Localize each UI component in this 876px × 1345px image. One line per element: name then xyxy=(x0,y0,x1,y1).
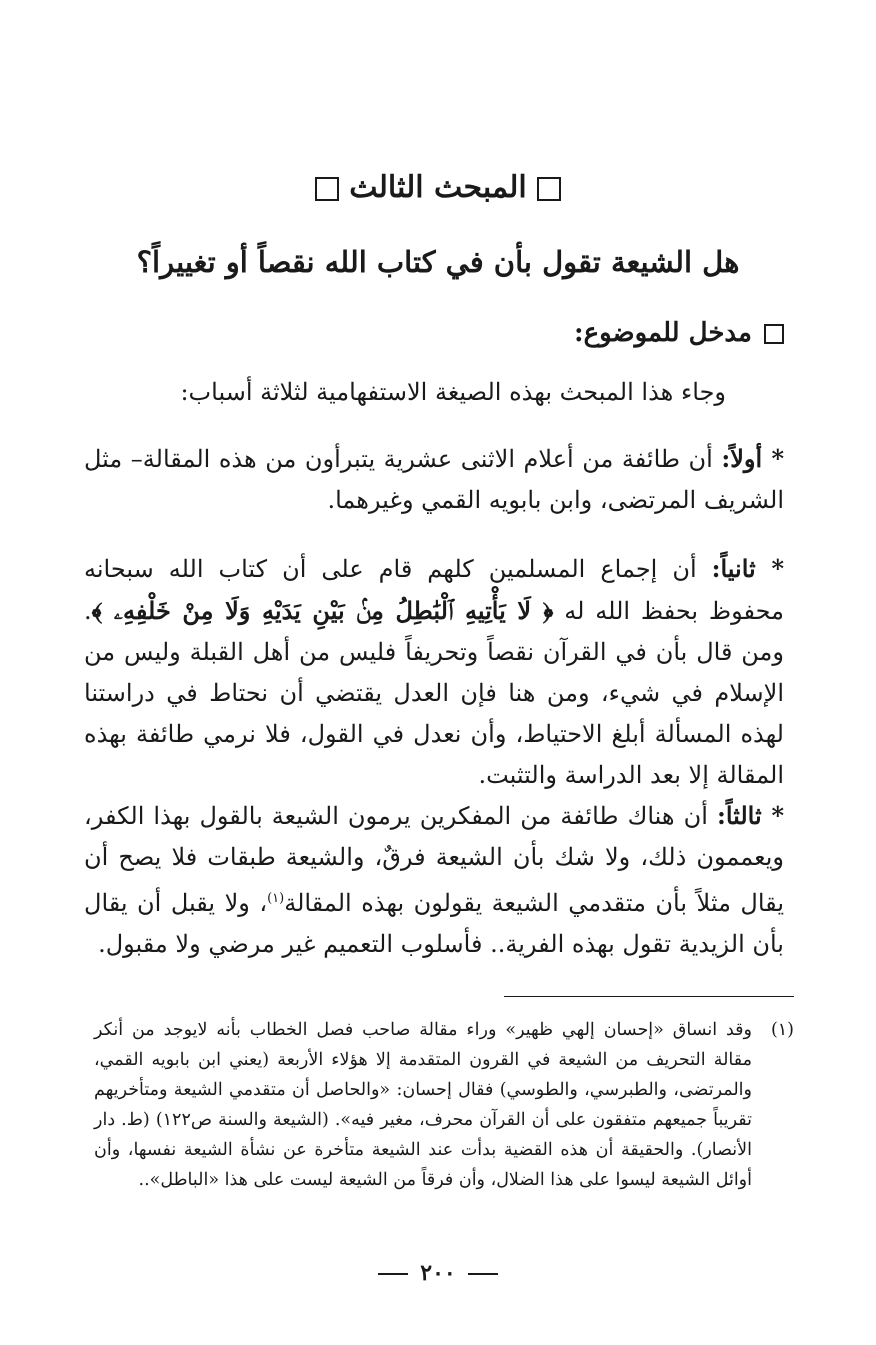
square-icon xyxy=(764,324,784,344)
paragraph-text: أن هناك طائفة من المفكرين يرمون الشيعة بالقول بهذا الكفر، ويعممون ذلك، ولا شك بأن الشيعة فرقٌ، والشيعة طبقات فلا يصح أن يقال مثلاً بأن متقدمي الشيعة يقولون بهذه المقالة xyxy=(84,802,784,917)
paragraph-second xyxy=(84,548,784,796)
paragraph-marker: * ثانياً: xyxy=(711,554,784,583)
subheading-text: مدخل للموضوع: xyxy=(573,318,752,348)
paragraph-text: . ومن قال بأن في القرآن نقصاً وتحريفاً فليس من أهل القبلة وليس من الإسلام في شيء، ومن هنا فإن العدل يقتضي أن نحتاط في دراستنا لهذه المسألة أبلغ الاحتياط، وأن نعدل في القول، فلا نرمي طائفة بهذه المقالة إلا بعد الدراسة والتثبت. xyxy=(84,597,784,789)
dash-divider xyxy=(468,1273,498,1275)
page-number xyxy=(0,1260,876,1286)
paragraph-text: ، ولا يقبل أن يقال بأن الزيدية تقول بهذه الفرية.. فأسلوب التعميم غير مرضي ولا مقبول. xyxy=(84,889,784,958)
footnote xyxy=(94,1015,794,1195)
subheading xyxy=(574,318,784,348)
quran-verse: ﴿ لَا يَأْتِيهِ ٱلْبَٰطِلُ مِنۢ بَيْنِ يَدَيْهِ وَلَا مِنْ خَلْفِهِۦ ﴾ xyxy=(91,596,554,625)
page-number-text: ٢٠٠ xyxy=(420,1260,456,1286)
square-icon xyxy=(537,177,561,201)
footnote-number: (١) xyxy=(770,1020,794,1040)
section-title xyxy=(0,170,876,205)
intro-sentence: وجاء هذا المبحث بهذه الصيغة الاستفهامية لثلاثة أسباب: xyxy=(180,378,726,406)
paragraph-marker: * ثالثاً: xyxy=(716,801,784,830)
paragraph-marker: * أولاً: xyxy=(721,444,784,473)
paragraph-third xyxy=(84,795,784,965)
paragraph-text: أن إجماع المسلمين كلهم قام على أن كتاب الله سبحانه محفوظ بحفظ الله له xyxy=(84,555,784,625)
section-title-text: المبحث الثالث xyxy=(349,170,527,205)
dash-divider xyxy=(378,1273,408,1275)
footnote-divider xyxy=(504,996,794,997)
footnote-text: وقد انساق «إحسان إلهي ظهير» وراء مقالة صاحب فصل الخطاب بأنه لايوجد من أنكر مقالة التحريف من الشيعة في القرون المتقدمة إلا هؤلاء الأربعة (يعني ابن بابويه القمي، والمرتضى، والطبرسي، والطوسي) فقال إحسان: «والحاصل أن متقدمي الشيعة ومتأخريهم تقريباً جميعهم متفقون على أن القرآن محرف، مغير فيه». (الشيعة والسنة ص١٢٢) (ط. دار الأنصار). والحقيقة أن هذه القضية بدأت عند الشيعة متأخرة عن نشأة الشيعة نفسها، وأن أوائل الشيعة ليسوا على هذا الضلال، وأن فرقاً من الشيعة ليست على هذا «الباطل».. xyxy=(94,1020,752,1190)
footnote-reference: (١) xyxy=(267,891,285,906)
square-icon xyxy=(315,177,339,201)
paragraph-text: أن طائفة من أعلام الاثنى عشرية يتبرأون من هذه المقالة– مثل الشريف المرتضى، وابن بابويه القمي وغيرهما. xyxy=(84,445,784,514)
paragraph-first xyxy=(84,438,784,521)
chapter-question: هل الشيعة تقول بأن في كتاب الله نقصاً أو تغييراً؟ xyxy=(136,245,740,279)
